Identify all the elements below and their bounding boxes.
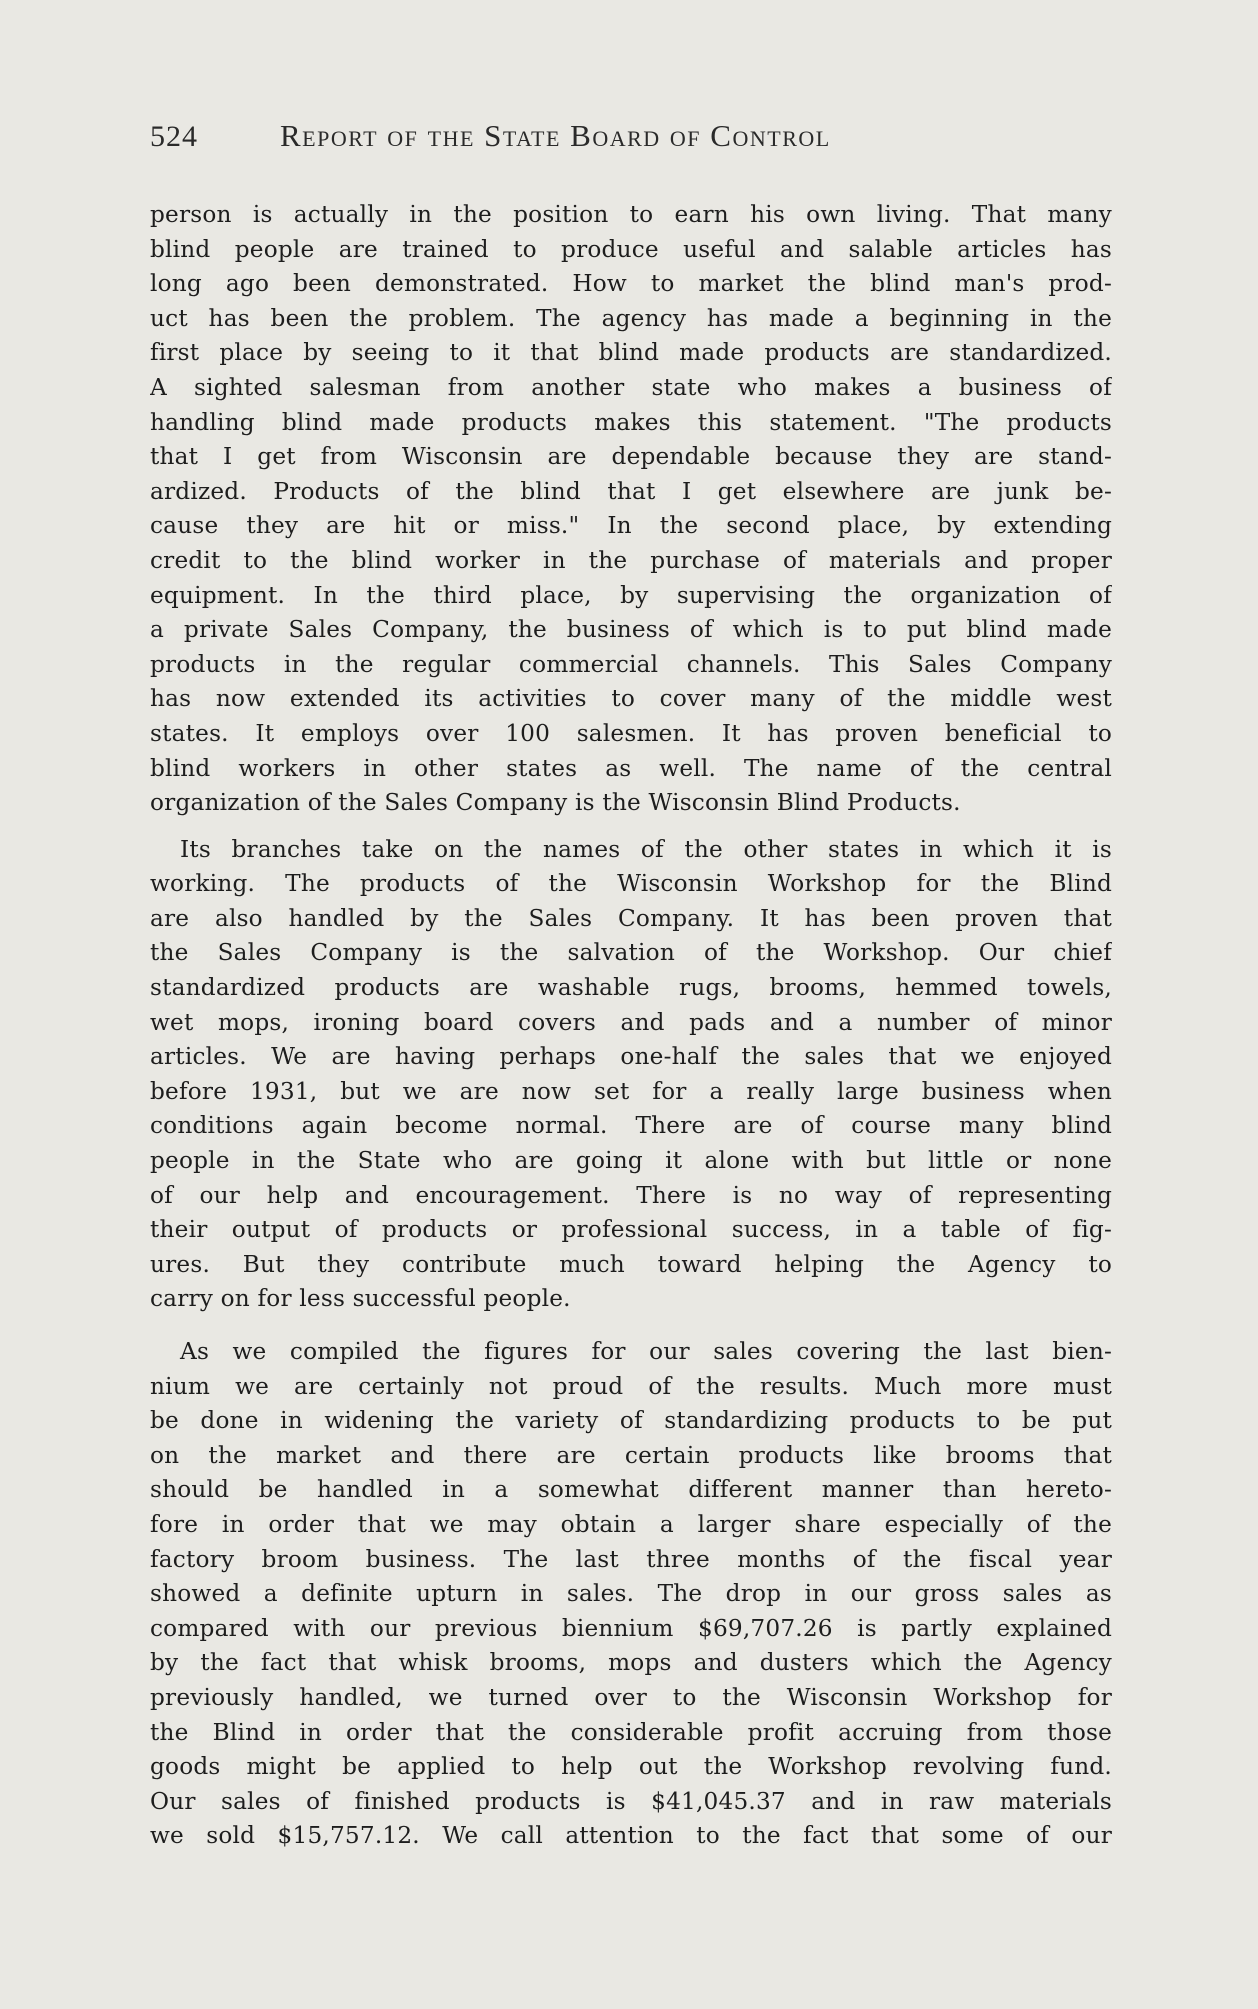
text-line: ures. But they contribute much toward helping the Agency to	[150, 1250, 1112, 1278]
text-line: on the market and there are certain products like brooms that	[150, 1441, 1112, 1469]
text-line: organization of the Sales Company is the Wisconsin Blind Products.	[150, 789, 961, 817]
body-text	[150, 198, 1112, 1854]
text-line: blind people are trained to produce useful and salable articles has	[150, 235, 1112, 263]
paragraph-gap	[150, 821, 1112, 833]
text-line: cause they are hit or miss." In the second place, by extending	[150, 512, 1112, 540]
text-line: be done in widening the variety of standardizing products to be put	[150, 1407, 1112, 1435]
text-line: A sighted salesman from another state who makes a business of	[150, 373, 1112, 401]
paragraph-gap	[150, 1317, 1112, 1335]
text-line: factory broom business. The last three months of the fiscal year	[150, 1545, 1112, 1573]
text-line: goods might be applied to help out the Workshop revolving fund.	[150, 1753, 1112, 1781]
text-line: has now extended its activities to cover many of the middle west	[150, 685, 1112, 713]
text-line: the Sales Company is the salvation of the Workshop. Our chief	[150, 939, 1112, 967]
text-line: compared with our previous biennium $69,707.26 is partly explained	[150, 1614, 1112, 1642]
text-line: conditions again become normal. There are of course many blind	[150, 1112, 1112, 1140]
text-line: previously handled, we turned over to the Wisconsin Workshop for	[150, 1683, 1112, 1711]
text-line: ardized. Products of the blind that I get elsewhere are junk be-	[150, 477, 1112, 505]
text-line: we sold $15,757.12. We call attention to the fact that some of our	[150, 1822, 1112, 1850]
text-line: equipment. In the third place, by supervising the organization of	[150, 581, 1112, 609]
text-line: person is actually in the position to earn his own living. That many	[150, 201, 1112, 228]
text-line: should be handled in a somewhat different manner than hereto-	[150, 1476, 1112, 1504]
text-line: first place by seeing to it that blind made products are standardized.	[150, 339, 1112, 367]
text-line: blind workers in other states as well. The name of the central	[150, 754, 1112, 782]
page-header	[150, 118, 1110, 154]
text-line: carry on for less successful people.	[150, 1285, 571, 1313]
paragraph	[150, 1335, 1112, 1854]
text-line: credit to the blind worker in the purchase of materials and proper	[150, 546, 1112, 574]
text-line: of our help and encouragement. There is no way of representing	[150, 1181, 1112, 1209]
text-line: handling blind made products makes this statement. "The products	[150, 408, 1112, 436]
text-line: their output of products or professional success, in a table of fig-	[150, 1216, 1112, 1244]
text-line: that I get from Wisconsin are dependable because they are stand-	[150, 443, 1112, 471]
paragraph	[150, 198, 1112, 821]
page-number: 524	[150, 120, 198, 153]
text-line: working. The products of the Wisconsin Workshop for the Blind	[150, 870, 1112, 898]
text-line: states. It employs over 100 salesmen. It has proven beneficial to	[150, 719, 1112, 747]
text-line: are also handled by the Sales Company. It has been proven that	[150, 904, 1112, 932]
text-line: nium we are certainly not proud of the results. Much more must	[150, 1372, 1112, 1400]
text-line: Our sales of finished products is $41,045.37 and in raw materials	[150, 1787, 1112, 1815]
text-line: articles. We are having perhaps one-half the sales that we enjoyed	[150, 1043, 1112, 1071]
text-line: standardized products are washable rugs, brooms, hemmed towels,	[150, 974, 1112, 1002]
text-line: uct has been the problem. The agency has made a beginning in the	[150, 304, 1112, 332]
paragraph	[150, 833, 1112, 1317]
running-title: Report of the State Board of Control	[280, 118, 831, 153]
text-line: before 1931, but we are now set for a really large business when	[150, 1077, 1112, 1105]
text-line: long ago been demonstrated. How to market the blind man's prod-	[150, 270, 1112, 298]
text-line: the Blind in order that the considerable profit accruing from those	[150, 1718, 1112, 1746]
text-line: showed a definite upturn in sales. The drop in our gross sales as	[150, 1580, 1112, 1608]
text-line: Its branches take on the names of the other states in which it is	[180, 835, 1112, 863]
text-line: As we compiled the figures for our sales covering the last bien-	[180, 1338, 1112, 1365]
text-line: by the fact that whisk brooms, mops and dusters which the Agency	[150, 1649, 1112, 1677]
text-line: people in the State who are going it alone with but little or none	[150, 1147, 1112, 1175]
text-line: a private Sales Company, the business of which is to put blind made	[150, 616, 1112, 644]
text-line: products in the regular commercial channels. This Sales Company	[150, 650, 1112, 678]
text-line: wet mops, ironing board covers and pads and a number of minor	[150, 1008, 1112, 1036]
text-line: fore in order that we may obtain a larger share especially of the	[150, 1510, 1112, 1538]
